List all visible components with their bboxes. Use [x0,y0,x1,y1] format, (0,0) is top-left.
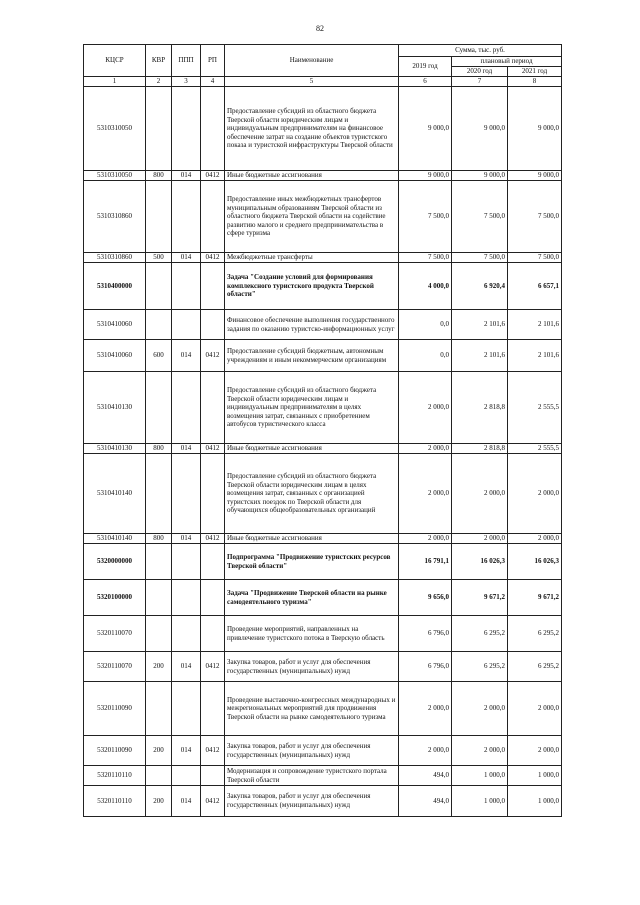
cell-2020: 9 671,2 [452,580,508,616]
cell-kcsr: 5310310050 [84,87,146,171]
table-row [84,454,562,534]
column-number: 1 [84,77,146,87]
cell-name: Закупка товаров, работ и услуг для обеспечения государственных (муниципальных) нужд [225,736,399,766]
cell-rp [201,454,225,534]
cell-kcsr: 5310310050 [84,171,146,181]
table-row [84,766,562,786]
cell-2020: 1 000,0 [452,766,508,786]
cell-rp: 0412 [201,171,225,181]
cell-kvr: 500 [146,253,172,263]
cell-2019: 2 000,0 [399,454,452,534]
cell-2019: 2 000,0 [399,444,452,454]
cell-kvr [146,87,172,171]
cell-name: Предоставление субсидий из областного бюджета Тверской области юридическим лицам в целях возмещения затрат, связанных с организацией туристских поездок по Тверской области для обучающихся общеобразовательных организаций [225,454,399,534]
cell-ppp: 014 [172,786,201,817]
header-planning-period: плановый период [452,57,562,67]
cell-2019: 2 000,0 [399,534,452,544]
cell-2021: 2 000,0 [508,534,562,544]
table-row [84,534,562,544]
cell-rp [201,87,225,171]
cell-2020: 9 000,0 [452,87,508,171]
cell-ppp: 014 [172,444,201,454]
cell-kvr: 200 [146,786,172,817]
cell-2020: 6 920,4 [452,263,508,310]
cell-2020: 2 000,0 [452,454,508,534]
cell-2021: 7 500,0 [508,253,562,263]
cell-rp [201,263,225,310]
cell-2021: 6 295,2 [508,616,562,652]
cell-kcsr: 5310410140 [84,534,146,544]
cell-rp [201,616,225,652]
cell-name: Иные бюджетные ассигнования [225,171,399,181]
cell-ppp: 014 [172,534,201,544]
cell-rp: 0412 [201,444,225,454]
table-row [84,372,562,444]
cell-kvr [146,263,172,310]
table-row [84,253,562,263]
header-2020: 2020 год [452,67,508,77]
cell-2021: 6 295,2 [508,652,562,682]
cell-2021: 1 000,0 [508,786,562,817]
cell-kcsr: 5320110110 [84,786,146,817]
cell-name: Предоставление субсидий из областного бюджета Тверской области юридическим лицам и индивидуальным предпринимателям на финансовое обеспечение затрат на создание объектов туристского показа и туристской инфраструктуры Тверской области [225,87,399,171]
cell-kvr: 800 [146,171,172,181]
cell-name: Предоставление субсидий бюджетным, автономным учреждениям и иным некоммерческим организациям [225,340,399,372]
cell-name: Иные бюджетные ассигнования [225,534,399,544]
cell-kvr [146,372,172,444]
cell-2021: 7 500,0 [508,181,562,253]
header-kvr: КВР [146,45,172,77]
cell-2020: 7 500,0 [452,181,508,253]
cell-2021: 2 000,0 [508,736,562,766]
cell-name: Финансовое обеспечение выполнения государственного задания по оказанию туристско-информационных услуг [225,310,399,340]
cell-2021: 16 026,3 [508,544,562,580]
cell-2020: 2 818,8 [452,444,508,454]
cell-ppp [172,544,201,580]
header-2021: 2021 год [508,67,562,77]
column-number: 3 [172,77,201,87]
cell-ppp [172,87,201,171]
cell-ppp [172,766,201,786]
column-numbers-row [84,77,562,87]
cell-kcsr: 5320110110 [84,766,146,786]
cell-2019: 9 656,0 [399,580,452,616]
cell-rp: 0412 [201,786,225,817]
header-ppp: ППП [172,45,201,77]
cell-2020: 2 000,0 [452,534,508,544]
table-row [84,87,562,171]
cell-kvr [146,454,172,534]
table-row [84,310,562,340]
cell-ppp: 014 [172,340,201,372]
cell-2020: 2 101,6 [452,310,508,340]
table-row [84,786,562,817]
cell-kcsr: 5310410060 [84,340,146,372]
cell-2019: 4 000,0 [399,263,452,310]
cell-kvr [146,544,172,580]
cell-ppp [172,616,201,652]
cell-name: Предоставление субсидий из областного бюджета Тверской области юридическим лицам и индивидуальным предпринимателям в целях возмещения затрат, связанных с приобретением автобусов туристического класса [225,372,399,444]
cell-kvr [146,181,172,253]
cell-2019: 494,0 [399,766,452,786]
cell-kvr [146,766,172,786]
cell-2021: 2 555,5 [508,444,562,454]
table-row [84,580,562,616]
header-sum: Сумма, тыс. руб. [399,45,562,57]
cell-2020: 6 295,2 [452,652,508,682]
table-row [84,616,562,652]
cell-name: Предоставление иных межбюджетных трансфертов муниципальным образованиям Тверской области из областного бюджета Тверской области на содействие развитию малого и среднего предпринимательства в сфере туризма [225,181,399,253]
cell-kcsr: 5320110070 [84,616,146,652]
cell-2019: 2 000,0 [399,682,452,736]
cell-2020: 6 295,2 [452,616,508,652]
cell-rp [201,580,225,616]
cell-rp [201,372,225,444]
cell-kvr [146,310,172,340]
cell-2019: 6 796,0 [399,652,452,682]
cell-rp [201,181,225,253]
cell-ppp [172,310,201,340]
cell-name: Модернизация и сопровождение туристского портала Тверской области [225,766,399,786]
cell-rp: 0412 [201,652,225,682]
column-number: 8 [508,77,562,87]
cell-2021: 1 000,0 [508,766,562,786]
cell-2020: 16 026,3 [452,544,508,580]
cell-kvr [146,580,172,616]
cell-2021: 2 000,0 [508,454,562,534]
cell-rp: 0412 [201,736,225,766]
cell-2021: 9 000,0 [508,171,562,181]
cell-2019: 9 000,0 [399,171,452,181]
cell-name: Иные бюджетные ассигнования [225,444,399,454]
cell-2021: 2 101,6 [508,340,562,372]
cell-name: Межбюджетные трансферты [225,253,399,263]
cell-ppp [172,181,201,253]
cell-name: Проведение выставочно-конгрессных международных и межрегиональных мероприятий для продвижения Тверской области на рынке самодеятельного туризма [225,682,399,736]
cell-ppp: 014 [172,253,201,263]
cell-rp: 0412 [201,253,225,263]
budget-table [83,44,562,817]
cell-kvr: 800 [146,534,172,544]
cell-kcsr: 5310310860 [84,181,146,253]
cell-2020: 2 101,6 [452,340,508,372]
cell-name: Задача "Создание условий для формирования комплексного туристского продукта Тверской области" [225,263,399,310]
cell-name: Проведение мероприятий, направленных на привлечение туристского потока в Тверскую область [225,616,399,652]
cell-name: Закупка товаров, работ и услуг для обеспечения государственных (муниципальных) нужд [225,652,399,682]
cell-2019: 0,0 [399,340,452,372]
table-row [84,340,562,372]
table-row [84,682,562,736]
cell-ppp [172,263,201,310]
cell-kcsr: 5310410130 [84,444,146,454]
cell-2021: 9 671,2 [508,580,562,616]
cell-kcsr: 5320110070 [84,652,146,682]
cell-2019: 0,0 [399,310,452,340]
cell-2019: 7 500,0 [399,253,452,263]
column-number: 7 [452,77,508,87]
cell-kcsr: 5310400000 [84,263,146,310]
cell-2019: 2 000,0 [399,372,452,444]
table-row [84,544,562,580]
cell-2019: 2 000,0 [399,736,452,766]
header-2019: 2019 год [399,57,452,77]
cell-kvr: 600 [146,340,172,372]
cell-name: Закупка товаров, работ и услуг для обеспечения государственных (муниципальных) нужд [225,786,399,817]
cell-rp: 0412 [201,534,225,544]
cell-ppp [172,454,201,534]
cell-kvr [146,682,172,736]
cell-ppp: 014 [172,171,201,181]
cell-ppp: 014 [172,652,201,682]
cell-2020: 2 000,0 [452,682,508,736]
cell-2021: 2 555,5 [508,372,562,444]
cell-rp [201,682,225,736]
cell-rp [201,544,225,580]
cell-kvr: 800 [146,444,172,454]
page-number: 82 [316,24,324,33]
column-number: 6 [399,77,452,87]
cell-kcsr: 5310410060 [84,310,146,340]
cell-2019: 6 796,0 [399,616,452,652]
cell-ppp [172,682,201,736]
cell-kcsr: 5320110090 [84,682,146,736]
cell-kcsr: 5310410130 [84,372,146,444]
cell-kvr: 200 [146,736,172,766]
header-kcsr: КЦСР [84,45,146,77]
cell-2021: 6 657,1 [508,263,562,310]
cell-2019: 16 791,1 [399,544,452,580]
table-row [84,652,562,682]
cell-2020: 7 500,0 [452,253,508,263]
cell-2020: 2 818,8 [452,372,508,444]
cell-ppp [172,580,201,616]
cell-ppp [172,372,201,444]
cell-2019: 494,0 [399,786,452,817]
cell-2019: 9 000,0 [399,87,452,171]
cell-ppp: 014 [172,736,201,766]
cell-kcsr: 5320110090 [84,736,146,766]
cell-2020: 1 000,0 [452,786,508,817]
cell-kcsr: 5310310860 [84,253,146,263]
cell-rp: 0412 [201,340,225,372]
header-rp: РП [201,45,225,77]
table-row [84,181,562,253]
table-row [84,171,562,181]
cell-name: Задача "Продвижение Тверской области на рынке самодеятельного туризма" [225,580,399,616]
cell-2020: 2 000,0 [452,736,508,766]
cell-rp [201,310,225,340]
cell-name: Подпрограмма "Продвижение туристских ресурсов Тверской области" [225,544,399,580]
table-row [84,444,562,454]
cell-kcsr: 5310410140 [84,454,146,534]
cell-2020: 9 000,0 [452,171,508,181]
column-number: 4 [201,77,225,87]
cell-2021: 9 000,0 [508,87,562,171]
header-name: Наименование [225,45,399,77]
cell-rp [201,766,225,786]
column-number: 2 [146,77,172,87]
cell-2021: 2 000,0 [508,682,562,736]
cell-kcsr: 5320100000 [84,580,146,616]
cell-2019: 7 500,0 [399,181,452,253]
cell-kvr [146,616,172,652]
table-row [84,736,562,766]
cell-2021: 2 101,6 [508,310,562,340]
column-number: 5 [225,77,399,87]
cell-kvr: 200 [146,652,172,682]
table-row [84,263,562,310]
cell-kcsr: 5320000000 [84,544,146,580]
